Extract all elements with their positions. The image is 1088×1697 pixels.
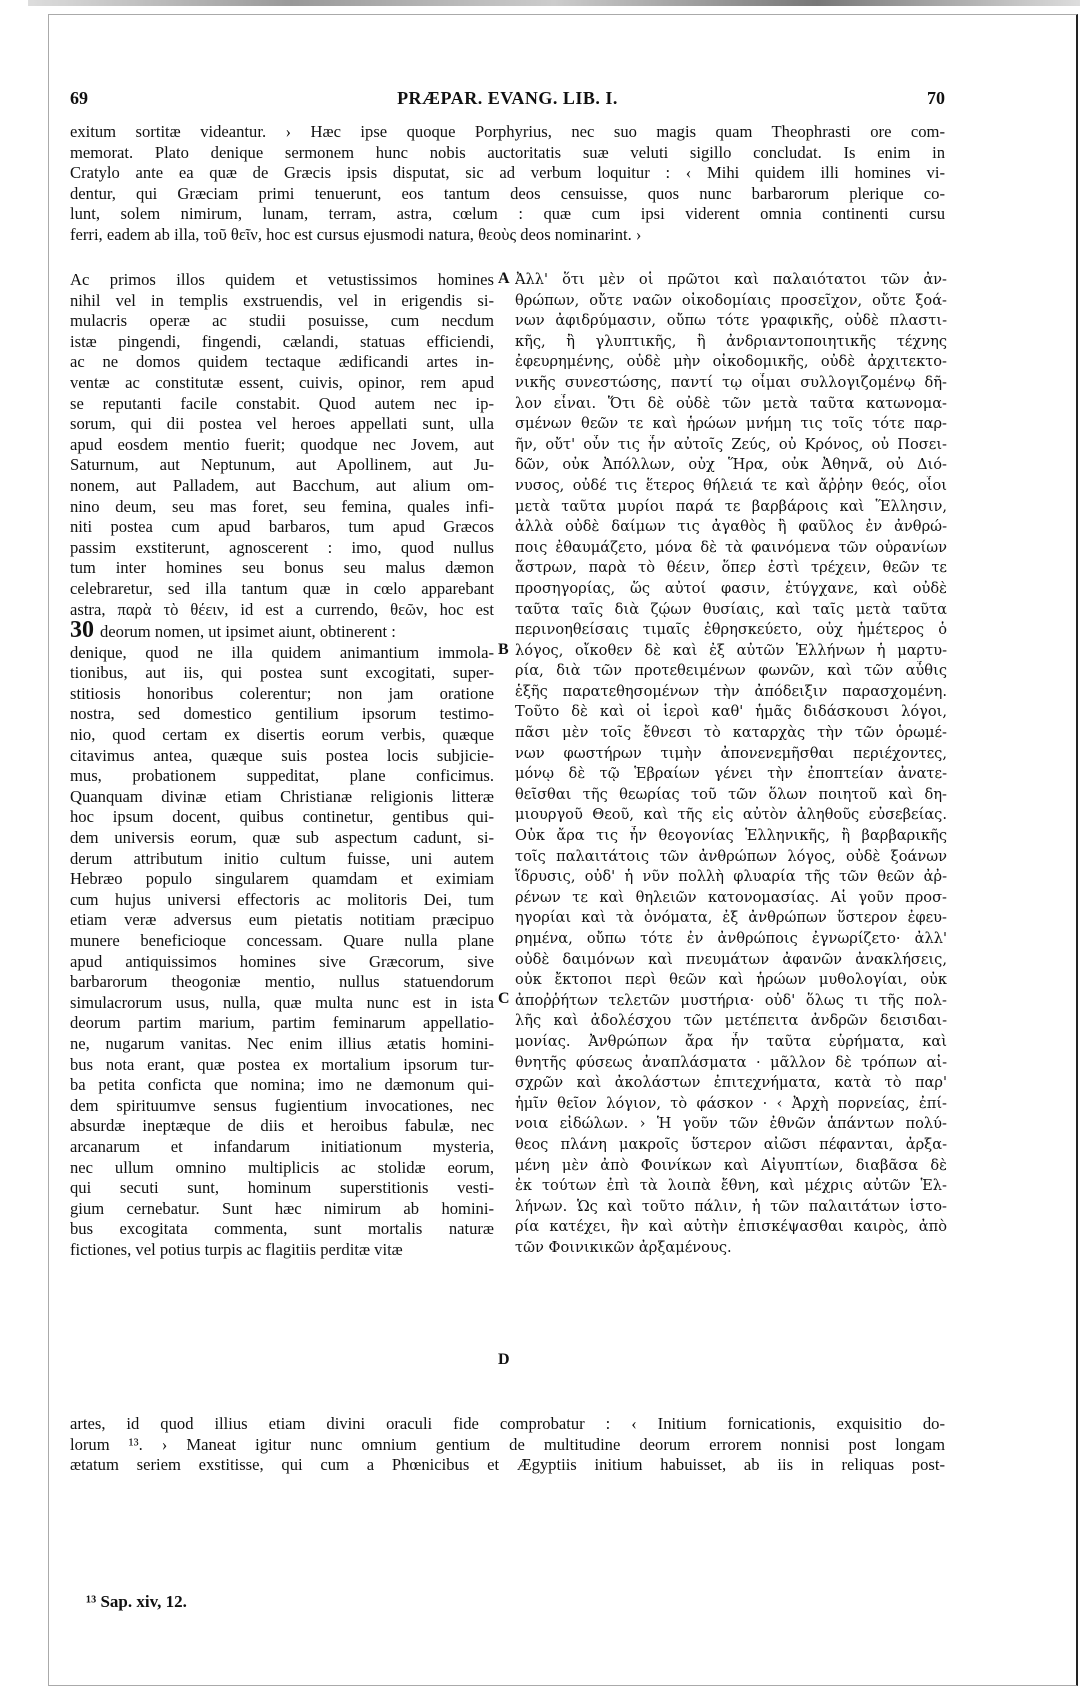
column-line: nonem, aut Palladem, aut Bacchum, aut alium om-	[70, 475, 494, 495]
column-line: stitiosis honoribus colerentur; non jam oratione	[70, 683, 494, 703]
column-line: ac ne domos quidem tectaque ædificandi artes in-	[70, 352, 494, 372]
column-line: ἄστρων, παρὰ τὸ θέειν, ὅπερ ἐστὶ τρέχειν, θεῶν τε	[515, 559, 947, 577]
column-line: ῆν, οὔτ' οὖν τις ἦν αὐτοῖς Ζεύς, οὐ Κρόνος, οὐ Ποσει-	[515, 435, 947, 453]
column-line: ηγορίαι καὶ τὰ ὀνόματα, ἐξ ἀνθρώπων ὕστερον ἐφευ-	[515, 909, 947, 927]
column-line: Hebræo populo singularem quamdam et eximiam	[70, 869, 494, 889]
column-line: νων φωστήρων τιμὴν ἀπονενεμῆσθαι περιέχοντες,	[515, 744, 947, 762]
column-line: θεος πλάνη μακροῖς ὕστερον αἰῶσι πέφανται, ἀρξα-	[515, 1135, 947, 1153]
column-line: bus nota erant, quæ postea ex mortalium ipsorum tur-	[70, 1054, 494, 1074]
column-line: hoc ipsum docent, quibus continetur, gentibus qui-	[70, 807, 494, 827]
column-line: ρημένα, οὔπω τότε ἐν ἀνθρώποις ἐγνωρίζετο· ἀλλ'	[515, 930, 947, 947]
column-line: gium cernebatur. Sunt hæc nimirum ab homini-	[70, 1198, 494, 1218]
column-line: κῆς, ἢ γλυπτικῆς, ἢ ἀνδριαντοποιητικῆς τέχνης	[515, 332, 947, 350]
text-line: ferri, eadem ab illa, τοῦ θεῖν, hoc est cursus ejusmodi natura, θεοὺς deos nominarint. ›	[70, 224, 642, 244]
column-line: Οὐκ ἄρα τις ἦν θεογονίας Ἑλληνικῆς, ἢ βαρβαρικῆς	[515, 827, 947, 845]
column-line: ποις ἐθαυμάζετο, μόνα δὲ τὰ φαινόμενα τῶν οὐρανίων	[515, 538, 947, 556]
column-line: Τοῦτο δὲ καὶ οἱ ἱεροὶ καθ' ἡμᾶς διδάσκουσι λόγοι,	[515, 703, 947, 721]
column-line: λήνων. Ὡς καὶ τοῦτο πάλιν, ἡ τῶν παλαιτάτων ἱστο-	[515, 1197, 947, 1215]
column-line: nostra, sed domestico gentilium ipsorum testimo-	[70, 704, 494, 724]
column-line: τοῖς παλαιτάτοις τῶν ἀνθρώπων λόγος, οὐδὲ ξοάνων	[515, 847, 947, 865]
bottom-paragraph	[70, 1414, 945, 1476]
margin-letter-b: B	[498, 641, 509, 658]
column-line: ἵδρυσις, οὐδ' ἡ νῦν πολλὴ φλυαρία τῆς τῶν θεῶν ἀῤ-	[515, 868, 947, 886]
running-header	[70, 88, 945, 116]
column-line: dem spirituumve sensus fugientium invocationes, nec	[70, 1095, 494, 1115]
column-line: nihil vel in templis exstruendis, vel in erigendis si-	[70, 290, 494, 310]
column-line: μόνῳ δὲ τῷ Ἑβραίων γένει τὴν ἐποπτείαν ἀνατε-	[515, 765, 947, 783]
column-line: celebraretur, sed illa tantum quæ in cœlo apparebant	[70, 578, 494, 598]
column-line: ἀποῤῥήτων τελετῶν μυστήρια· οὐδ' ὅλως τι τῆς πολ-	[515, 991, 947, 1009]
text-line: memorat. Plato denique sermonem hunc nobis auctoritatis suæ veluti sigillo concludat. Is enim in	[70, 142, 945, 162]
margin-letter-d: D	[498, 1351, 510, 1368]
column-line: mus, probationem suppeditat, plane conficimus.	[70, 766, 494, 786]
margin-number: 30	[70, 620, 100, 643]
column-line: ρία, διὰ τῶν προτεθειμένων φωνῶν, καὶ τῶν αὖθις	[515, 662, 947, 680]
column-line: νων ἀφιδρύμασιν, οὔπω τότε γραφικῆς, οὐδὲ πλαστι-	[515, 312, 947, 330]
text-line: lunt, solem nimirum, lunam, terram, astra, cœlum : quæ cum ipsi viderent omnia continenti cursu	[70, 204, 945, 224]
column-line: πᾶσι μὲν τοῖς ἔθνεσι τὸ καταρχὰς τὴν τῶν ὁρωμέ-	[515, 724, 947, 742]
page-number-right: 70	[927, 88, 945, 108]
column-line: νοια εἰδώλων. › Ἡ γοῦν τῶν ἐθνῶν ἁπάντων πολύ-	[515, 1115, 947, 1133]
margin-letter-c: C	[498, 990, 510, 1007]
column-line: nino deum, seu mas foret, seu femina, quales infi-	[70, 496, 494, 516]
line-text: deorum nomen, ut ipsimet aiunt, obtinerent :	[100, 622, 396, 642]
column-line: etiam veræ adversus eum pietatis notitiam præcipuo	[70, 910, 494, 930]
greek-column	[515, 270, 947, 1259]
column-line: passim exstiterunt, agnoscerent : imo, quod nullus	[70, 537, 494, 557]
column-line: astra, παρὰ τὸ θέειν, id est a currendo, θεῶν, hoc est	[70, 599, 494, 619]
column-line: μετὰ ταῦτα μυρίοι παρά τε βαρβάροις καὶ Ἕλλησιν,	[515, 497, 947, 515]
column-line: fictiones, vel potius turpis ac flagitiis perditæ vitæ	[70, 1239, 403, 1259]
column-line: ρία κατέχει, ἣν καὶ αὐτὴν ἐπισκέψασθαι καιρὸς, ἀπὸ	[515, 1218, 947, 1236]
column-line: θρώπων, οὔτε ναῶν οἰκοδομίαις προσεῖχον, οὔτε ξοά-	[515, 291, 947, 309]
text-line: artes, id quod illius etiam divini oraculi fide comprobatur : ‹ Initium fornicationis, exquisitio do-	[70, 1414, 945, 1433]
latin-column	[70, 270, 494, 1261]
column-line: σμένων θεῶν τε καὶ ἡρώων μνήμη τις τοῖς τότε παρ-	[515, 415, 947, 433]
scan-edge	[28, 0, 1080, 6]
column-line: ne, nugarum vanitas. Nec enim illius ætatis homini-	[70, 1033, 494, 1053]
column-line: derum attributum initio cultum fuisse, uni autem	[70, 848, 494, 868]
column-line: ventæ ac constitutæ essent, cuivis, opinor, rem apud	[70, 372, 494, 392]
column-line: munere beneficioque concessam. Quare nulla plane	[70, 931, 494, 950]
column-line: dem universis eorum, quæ sub aspectum cadunt, si-	[70, 828, 494, 848]
column-line: μένη μὲν ἀπὸ Φοινίκων καὶ Αἰγυπτίων, διαβᾶσα δὲ	[515, 1156, 947, 1174]
column-line: νυσος, οὐδέ τις ἕτερος θήλειά τε καὶ ἄῤῥην θεός, οἷοι	[515, 476, 947, 494]
column-line: absurdæ ineptæque de diis et heroibus fabulæ, nec	[70, 1116, 494, 1136]
text-line: Cratylo ante ea quæ de Græcis ipsis disputat, sic ad verbum loquitur : ‹ Mihi quidem illi homines vi-	[70, 163, 945, 183]
margin-letter-a: A	[498, 270, 510, 287]
column-line: tionibus, aut iis, qui postea sunt excogitati, super-	[70, 663, 494, 683]
column-line: cum hujus universi effectoris ac molitoris Dei, tum	[70, 889, 494, 909]
column-line: δῶν, οὐκ Ἀπόλλων, οὐχ Ἥρα, οὐκ Ἀθηνᾶ, οὐ Διό-	[515, 456, 947, 474]
column-line: simulacrorum usus, nulla, quæ multa nunc est in ista	[70, 992, 494, 1012]
column-line: apud eosdem mentio fuerit; quodque nec Jovem, aut	[70, 434, 494, 454]
column-line: Ac primos illos quidem et vetustissimos homines	[70, 270, 494, 289]
running-title: PRÆPAR. EVANG. LIB. I.	[397, 88, 618, 108]
column-line: tum inter homines seu bonus seu malus dæmon	[70, 558, 494, 578]
text-line: lorum ¹³. › Maneat igitur nunc omnium gentium de multitudine deorum errorem nonnisi post longam	[70, 1434, 945, 1454]
top-paragraph	[70, 122, 945, 246]
column-line: barbarorum theogoniæ mentio, nullus statuendorum	[70, 972, 494, 992]
column-line: Saturnum, aut Neptunum, aut Apollinem, aut Ju-	[70, 455, 494, 475]
column-line: qui secuti sunt, hominum superstitionis vesti-	[70, 1178, 494, 1198]
column-line: λόγος, οἴκοθεν δὲ καὶ ἐξ αὐτῶν Ἑλλήνων ἡ μαρτυ-	[515, 641, 947, 659]
text-line: dentur, qui Græciam primi tenuerunt, eos tantum deos censuisse, quos nunc barbarorum plerique co-	[70, 183, 945, 203]
column-line: mulacris operæ ac studii posuisse, cum necdum	[70, 311, 494, 331]
column-line: nio, quod certam ex disertis eorum verbis, quæque	[70, 725, 494, 745]
column-line: ba petita conficta que nomina; imo ne dæmonum qui-	[70, 1075, 494, 1095]
column-line: nec ullum omnino multiplicis ac stolidæ eorum,	[70, 1157, 494, 1177]
column-line: Ἀλλ' ὅτι μὲν οἱ πρῶτοι καὶ παλαιότατοι τῶν ἀν-	[515, 271, 947, 288]
column-line: bus excogitata commenta, sunt mortalis naturæ	[70, 1219, 494, 1239]
column-line: μονίας. Ἀνθρώπων ἄρα ἦν ταῦτα εὑρήματα, καὶ	[515, 1032, 947, 1050]
text-line: exitum sortitæ videantur. › Hæc ipse quoque Porphyrius, nec suo magis quam Theophrasti ore com-	[70, 122, 945, 141]
column-line: λον εἶναι. Ὅτι δὲ οὐδὲ τῶν μετὰ ταῦτα κατωνομα-	[515, 394, 947, 412]
column-line: θεῖσθαι τῆς θεωρίας τοῦ τῶν ὅλων ποιητοῦ καὶ δη-	[515, 785, 947, 803]
column-line: περινοηθείσαις τιμαῖς ἐθρησκεύετο, οὐχ ἡμέτερος ὁ	[515, 621, 947, 639]
column-line: μιουργοῦ Θεοῦ, καὶ τῆς εἰς αὐτὸν ἀληθοῦς εὐσεβείας.	[515, 806, 947, 824]
column-line: οὐδὲ δαιμόνων καὶ πνευμάτων ἀφανῶν ἀνακλήσεις,	[515, 950, 947, 968]
column-line: θνητῆς φύσεως ἀναπλάσματα · μᾶλλον δὲ τρόπων αἰ-	[515, 1053, 947, 1071]
column-line: arcanarum et infandarum initiationum mysteria,	[70, 1136, 494, 1156]
footnote: ¹³ Sap. xiv, 12.	[86, 1592, 187, 1611]
column-line: λῆς καὶ ἀδολέσχου τῶν μετέπειτα ἀνδρῶν δεισιδαι-	[515, 1012, 947, 1030]
column-line: σχρῶν καὶ ἀκολάστων ἐπιτεχνήματα, κατὰ τὸ παρ'	[515, 1074, 947, 1092]
column-line	[70, 620, 494, 643]
column-line: ἀλλὰ οὐδὲ δαίμων τις ἀγαθὸς ἢ φαῦλος ἐν ἀνθρώ-	[515, 518, 947, 536]
column-line: ἐκ τούτων ἐπὶ τὰ λοιπὰ ἔθνη, καὶ μέχρις αὐτῶν Ἑλ-	[515, 1177, 947, 1195]
column-line: apud antiquissimos homines sive Græcorum, sive	[70, 951, 494, 971]
column-line: ἐφευρημένης, οὐδὲ μὴν οἰκοδομικῆς, οὐδὲ ἀρχιτεκτο-	[515, 353, 947, 371]
column-line: denique, quod ne illa quidem animantium immola-	[70, 642, 494, 662]
column-line: τῶν Φοινικικῶν ἀρξαμένους.	[515, 1238, 732, 1256]
column-line: ταῦτα ταῖς διὰ ζῴων θυσίαις, καὶ ταῖς μετὰ ταῦτα	[515, 600, 947, 618]
column-line: sorum, qui dii postea vel heroes appellati sunt, ulla	[70, 414, 494, 434]
column-line: ἡμῖν θεῖον λόγιον, τὸ φάσκον · ‹ Ἀρχὴ πορνείας, ἐπί-	[515, 1094, 947, 1112]
column-line: ρένων τε καὶ θηλειῶν κατονομασίας. Αἱ γοῦν προσ-	[515, 888, 947, 906]
column-line: Quanquam divinæ etiam Christianæ religionis litteræ	[70, 786, 494, 806]
column-line: deorum partim marium, partim feminarum appellatio-	[70, 1013, 494, 1033]
column-line: se reputanti facile constabit. Quod autem nec ip-	[70, 393, 494, 413]
column-line: citavimus antea, quæque suis postea locis subjicie-	[70, 745, 494, 765]
page-number-left: 69	[70, 88, 88, 108]
text-line: ætatum seriem exstitisse, qui cum a Phœnicibus et Ægyptiis initium habuisset, ab iis in reliquas post-	[70, 1455, 945, 1475]
column-line: ἑξῆς παρατεθησομένων τὴν ἀπόδειξιν παρασχομένη.	[515, 682, 947, 700]
column-line: niti postea cum apud barbaros, tum apud Græcos	[70, 517, 494, 537]
column-line: νικῆς συνεστώσης, παντί τῳ οἶμαι συλλογιζομένῳ δῆ-	[515, 373, 947, 391]
column-line: οὐκ ἔκτοποι περὶ θεῶν καὶ ἡρώων μυθολογίαι, οὐκ	[515, 971, 947, 989]
column-line: προσηγορίας, ὥς αὐτοί φασιν, ἐτύγχανε, καὶ οὐδὲ	[515, 579, 947, 597]
column-line: istæ pingendi, fingendi, cælandi, statuas efficiendi,	[70, 331, 494, 351]
